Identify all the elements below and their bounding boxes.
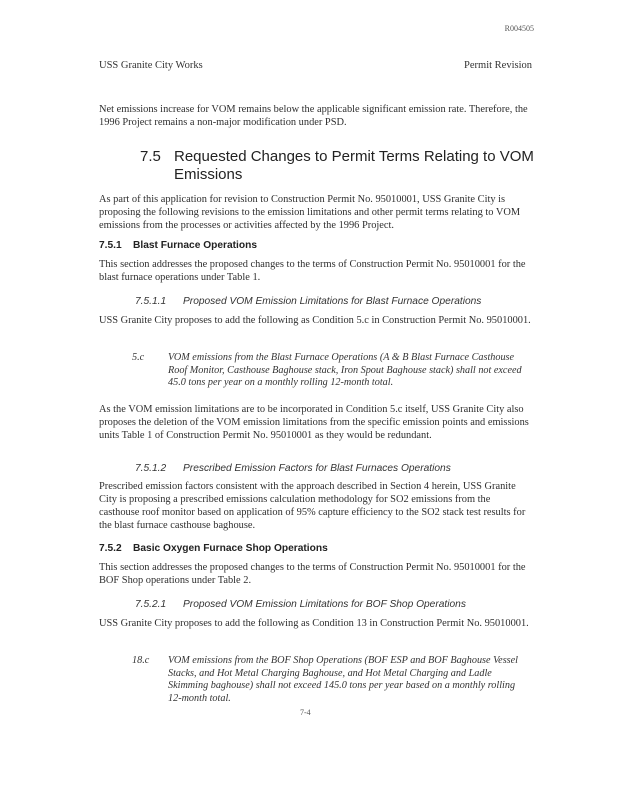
condition-text: VOM emissions from the Blast Furnace Operations (A & B Blast Furnace Casthouse Roof Monitor, Casthouse Baghouse stack, Iron Spout Baghouse stack) shall not exceed 45.0 tons per year on a monthly rolling 12-month total.	[168, 352, 522, 389]
section-number: 7.5.2	[99, 543, 122, 554]
document-id: R004505	[504, 24, 534, 33]
section-heading-7-5-1-2	[135, 463, 451, 474]
section-number: 7.5.1.2	[135, 463, 167, 474]
section-number: 7.5.2.1	[135, 599, 167, 610]
condition-text: VOM emissions from the BOF Shop Operations (BOF ESP and BOF Baghouse Vessel Stacks, and Hot Metal Charging Baghouse, and Hot Metal Charging and Ladle Skimming baghouse) shall not exceed 145.0 tons per year based on a monthly rolling 12-month total.	[168, 655, 518, 704]
section-7-5-1-2-paragraph: Prescribed emission factors consistent with the approach described in Section 4 herein, USS Granite City is proposing a prescribed emissions calculation methodology for SO2 emissions from the casthouse roof monitor based on application of 95% capture efficiency to the SO2 stack test results for the blast furnace casthouse baghouse.	[99, 481, 526, 531]
section-7-5-paragraph: As part of this application for revision to Construction Permit No. 95010001, USS Granite City is proposing the following revisions to the emission limitations and other permit terms relating to VOM emissions from the processes or activities affected by the 1996 Project.	[99, 194, 521, 231]
section-heading-7-5-1-1	[135, 296, 481, 307]
section-7-5-2-paragraph: This section addresses the proposed changes to the terms of Construction Permit No. 95010001 for the BOF Shop operations under Table 2.	[99, 562, 526, 586]
section-heading-7-5-1	[99, 240, 257, 251]
condition-number: 5.c	[132, 352, 145, 363]
section-title: Basic Oxygen Furnace Shop Operations	[133, 543, 328, 554]
intro-paragraph: Net emissions increase for VOM remains below the applicable significant emission rate. Therefore, the 1996 Project remains a non-major modification under PSD.	[99, 104, 528, 128]
page-number: 7-4	[300, 708, 311, 717]
section-title: Requested Changes to Permit Terms Relating to VOM Emissions	[174, 148, 534, 183]
section-7-5-1-1-paragraph: USS Granite City proposes to add the following as Condition 5.c in Construction Permit No. 95010001.	[99, 315, 531, 326]
section-7-5-1-paragraph: This section addresses the proposed changes to the terms of Construction Permit No. 95010001 for the blast furnace operations under Table 1.	[99, 259, 526, 283]
section-title: Blast Furnace Operations	[133, 240, 257, 251]
section-number: 7.5.1	[99, 240, 122, 251]
section-number: 7.5	[140, 148, 161, 165]
condition-5c	[132, 352, 522, 390]
section-heading-7-5-2-1	[135, 599, 466, 610]
header-document-type: Permit Revision	[464, 60, 532, 71]
header-facility: USS Granite City Works	[99, 60, 203, 71]
condition-18c	[132, 655, 522, 705]
condition-number: 18.c	[132, 655, 150, 666]
section-title: Proposed VOM Emission Limitations for BOF Shop Operations	[183, 599, 466, 610]
section-heading-7-5-2	[99, 543, 328, 554]
section-heading-7-5	[140, 148, 540, 184]
section-7-5-1-1-paragraph-2: As the VOM emission limitations are to be incorporated in Condition 5.c itself, USS Granite City also proposes the deletion of the VOM emission limitations from the specific emission points and emissions units Table 1 of Construction Permit No. 95010001 as they would be redundant.	[99, 404, 529, 441]
section-title: Proposed VOM Emission Limitations for Blast Furnace Operations	[183, 296, 482, 307]
section-number: 7.5.1.1	[135, 296, 167, 307]
section-title: Prescribed Emission Factors for Blast Furnaces Operations	[183, 463, 451, 474]
section-7-5-2-1-paragraph: USS Granite City proposes to add the following as Condition 13 in Construction Permit No. 95010001.	[99, 618, 529, 629]
